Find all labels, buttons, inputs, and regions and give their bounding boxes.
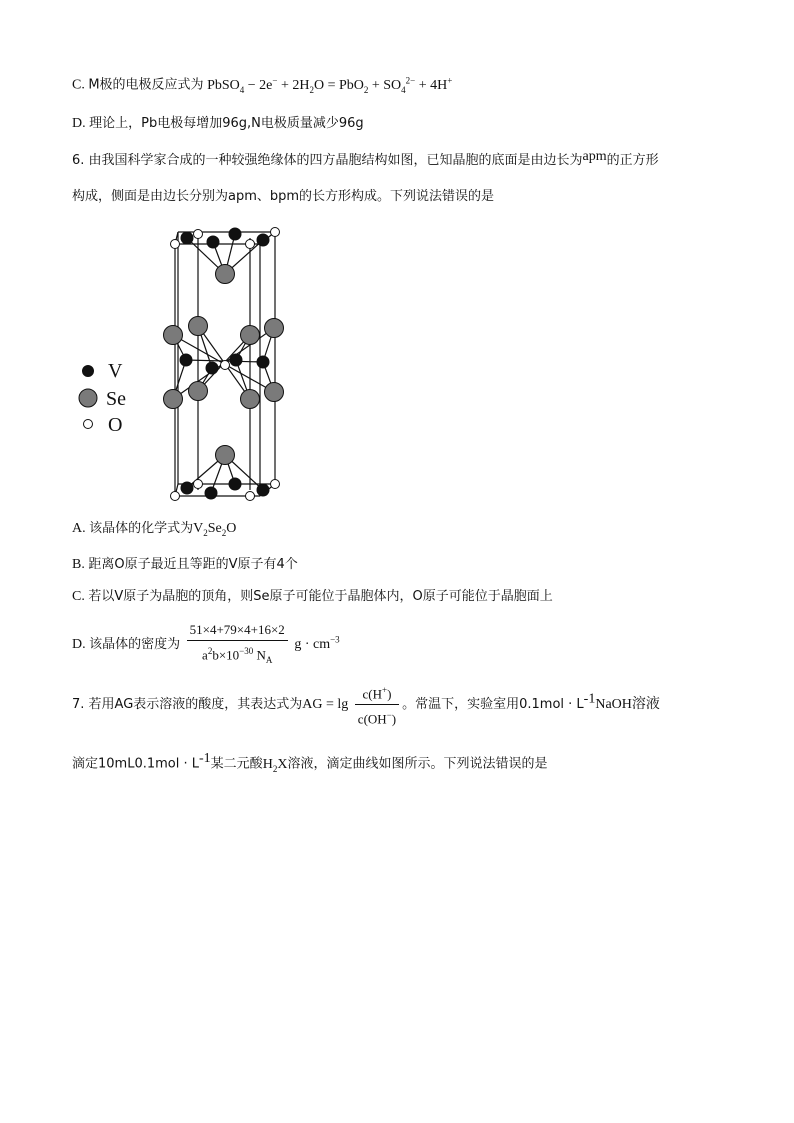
option-text: 理论上，Pb电极每增加96g,N电极质量减少96g [89,116,364,131]
q7-stem-line2: 滴定$10mL0.1mol \cdot L^{-1}$某二元酸$H_2X$溶液，滴定曲线如图所示。下列说法错误的是 [72,751,548,774]
q6-stem-line2: 构成，侧面是由边长分别为apm、bpm的长方形构成。下列说法错误的是 [72,189,495,204]
ag-fraction: $\frac{c(H^+)}{c(OH^-)}$ [355,682,399,728]
legend-v-marker [83,366,94,377]
legend-v-label: V [108,360,123,382]
top-layer-atoms [171,228,280,284]
middle-layer-atoms [164,317,284,409]
legend-o-marker [84,420,93,429]
q7-stem-line1: 7. 若用AG表示溶液的酸度，其表达式为AG = lg $\frac{c(H^+)}{c(OH^-)}$ 。常温下，实验室用$0.1mol \cdot L^{-1}NaOH$溶液 [72,682,660,728]
option-label: C. [72,77,85,93]
density-fraction: $\frac{51\times 4+79\times 4+16\times 2}{a^2b\times 10^{-30} N_A}$ [187,622,288,668]
legend [79,360,126,436]
electrode-equation: PbSO$_4$ − $2e^- + 2H_2O = PbO_2 + SO_4^{2-} + 4H^+$ [207,75,453,95]
q6-option-c: C. 若以V原子为晶胞的顶角，则Se原子可能位于晶胞体内，O原子可能位于晶胞面上 [72,589,553,604]
option-text: M极的电极反应式为 [88,77,204,93]
option-c-prev [72,70,452,99]
option-d-prev [72,114,364,134]
crystal-structure-figure [70,222,320,507]
option-label: D. [72,116,86,131]
q6-stem-line1: 6. 由我国科学家合成的一种较强绝缘体的四方晶胞结构如图，已知晶胞的底面是由边长为apm的正方形 [72,149,659,168]
bottom-layer-atoms [171,446,280,501]
legend-se-label: Se [106,388,126,410]
ag-expression: AG = lg [302,697,349,713]
q6-option-a: A. 该晶体的化学式为$V_2Se_2O$ [72,521,237,538]
formula-v2se2o: $V_2Se_2O$ [193,521,237,538]
density-unit: $g \cdot cm^{-3}$ [294,634,340,653]
legend-o-label: O [108,414,123,436]
acid-formula: $H_2X$ [262,756,288,774]
legend-se-marker [79,389,97,407]
var-a: apm [582,149,607,164]
q6-option-b: B. 距离O原子最近且等距的V原子有4个 [72,557,298,572]
q6-option-d: D. 该晶体的密度为 $\frac{51\times 4+79\times 4+16\times 2}{a^2b\times 10^{-30} N_A}$ $g \cdot cm^{-3}$ [72,622,340,668]
